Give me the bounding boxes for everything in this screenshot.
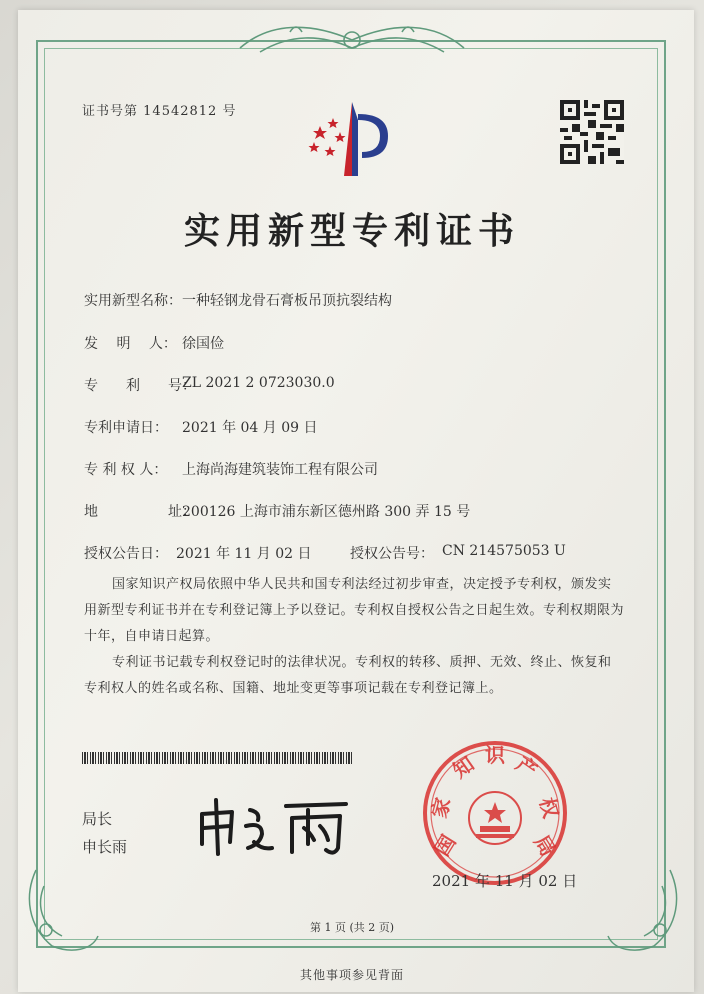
field-label-patentee: 专 利 权 人：: [84, 462, 168, 478]
field-value-patentee: 上海尚海建筑装饰工程有限公司: [182, 462, 378, 478]
field-label-inventor: 发 明 人：: [84, 336, 177, 352]
certificate-number-suffix: 号: [222, 104, 237, 119]
svg-text:局: 局: [529, 830, 561, 861]
field-label-patent-no: 专 利 号：: [84, 378, 196, 394]
svg-text:家: 家: [426, 794, 456, 821]
qr-code: [560, 100, 624, 164]
director-name: 申长雨: [82, 838, 128, 856]
director-signature: [196, 796, 356, 860]
certificate-number: [82, 100, 236, 119]
seal-date: 2021 年 11 月 02 日: [432, 872, 578, 890]
field-value-patent-no: ZL 2021 2 0723030.0: [182, 375, 335, 391]
field-label-filing-date: 专利申请日：: [84, 420, 168, 436]
barcode: [82, 752, 352, 764]
top-ornament: [230, 18, 474, 62]
svg-text:权: 权: [534, 794, 564, 821]
official-seal: [420, 738, 570, 888]
director-title: 局长: [82, 810, 113, 828]
corner-ornament-bottom-right: [604, 866, 684, 956]
field-value-name: 一种轻钢龙骨石膏板吊顶抗裂结构: [182, 293, 392, 309]
field-value-address: 200126 上海市浦东新区德州路 300 弄 15 号: [182, 504, 471, 520]
announce-date-value: 2021 年 11 月 02 日: [176, 546, 312, 562]
field-label-address: 地 址：: [84, 504, 196, 520]
certificate-title: 实用新型专利证书: [183, 210, 520, 252]
field-value-filing-date: 2021 年 04 月 09 日: [182, 420, 318, 436]
svg-text:识: 识: [485, 743, 505, 767]
svg-text:国: 国: [429, 830, 461, 861]
paragraph-grant: 国家知识产权局依照中华人民共和国专利法经过初步审查，决定授予专利权，颁发实用新型专利证书并在专利登记簿上予以登记。专利权自授权公告之日起生效。专利权期限为十年，自申请日起算。: [84, 577, 625, 644]
field-label-name: 实用新型名称：: [84, 293, 182, 309]
back-note: 其他事项参见背面: [299, 968, 404, 982]
announce-no-label: 授权公告号：: [350, 546, 434, 562]
certificate-number-label: 证书号第: [82, 104, 139, 119]
announce-date-label: 授权公告日：: [84, 546, 168, 562]
corner-ornament-bottom-left: [22, 866, 102, 956]
svg-text:产: 产: [511, 751, 542, 783]
cnipa-logo: [300, 96, 410, 180]
field-value-inventor: 徐国俭: [182, 336, 224, 352]
svg-text:知: 知: [448, 751, 479, 783]
announce-no-value: CN 214575053 U: [442, 543, 566, 559]
paragraph-legal: 专利证书记载专利权登记时的法律状况。专利权的转移、质押、无效、终止、恢复和专利权人的姓名或名称、国籍、地址变更等事项记载在专利登记簿上。: [84, 655, 612, 696]
certificate-number-value: 14542812: [143, 104, 218, 119]
page-number: 第 1 页 (共 2 页): [309, 921, 395, 934]
